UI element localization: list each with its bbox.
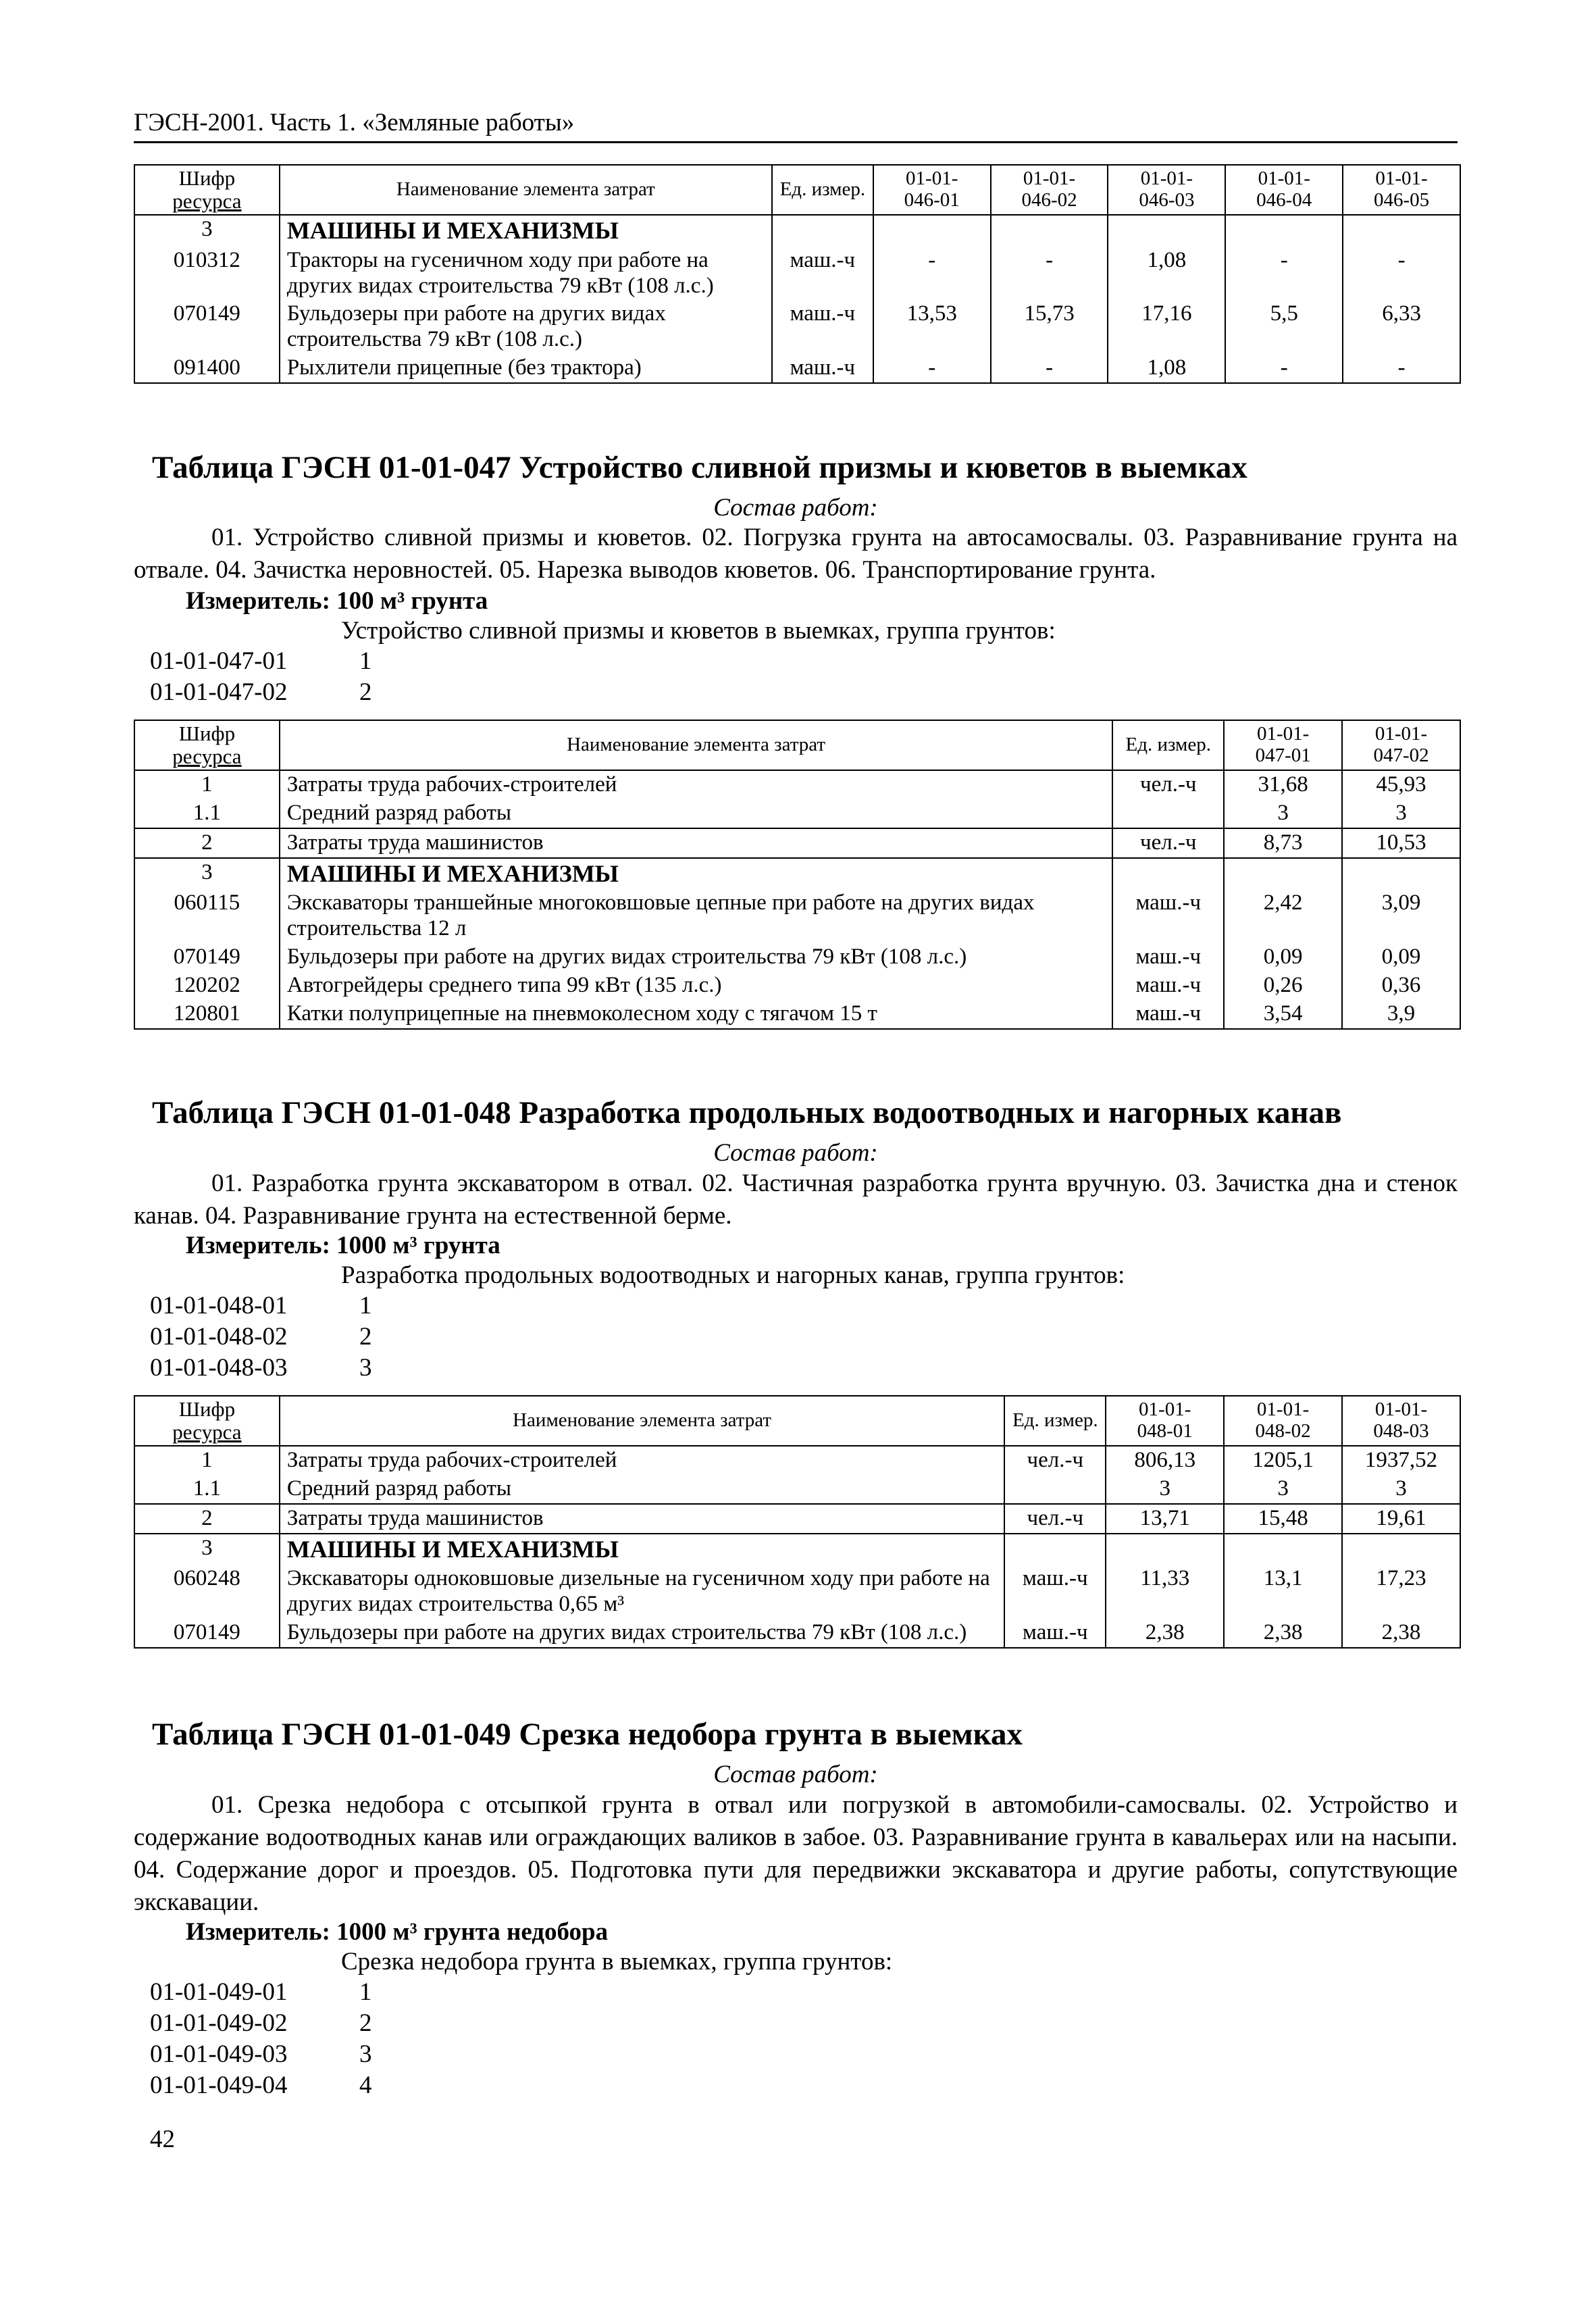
- header-element-name: Наименование элемента затрат: [280, 1396, 1005, 1446]
- code-list-item: [150, 2039, 372, 2070]
- resource-code: 1: [134, 1446, 280, 1475]
- element-name: Средний разряд работы: [280, 799, 1112, 828]
- header-norm-code: 01-01- 048-03: [1342, 1396, 1460, 1446]
- group-intro: Разработка продольных водоотводных и нагорных канав, группа грунтов:: [341, 1261, 1125, 1289]
- header-norm-code: 01-01- 046-01: [873, 165, 991, 215]
- table-row: [134, 828, 1460, 858]
- soil-group: 3: [359, 2040, 372, 2068]
- measure-unit: Измеритель: 1000 м³ грунта: [186, 1232, 500, 1259]
- norm-value: 13,71: [1106, 1504, 1224, 1534]
- norm-value: 3: [1106, 1475, 1224, 1504]
- table-header-row: [134, 1396, 1460, 1446]
- norm-value: 8,73: [1224, 828, 1342, 858]
- norm-value: -: [873, 247, 991, 301]
- soil-group: 4: [359, 2071, 372, 2099]
- norm-value: 13,1: [1224, 1565, 1342, 1619]
- header-unit: Ед. измер.: [1004, 1396, 1106, 1446]
- header-text: ресурса: [172, 189, 242, 213]
- header-text: ресурса: [172, 745, 242, 769]
- table-row: [134, 1446, 1460, 1475]
- resource-code: 070149: [134, 1619, 280, 1648]
- element-name: Бульдозеры при работе на других видах строительства 79 кВт (108 л.с.): [280, 1619, 1005, 1648]
- unit: чел.-ч: [1112, 770, 1224, 799]
- work-composition-text: 01. Срезка недобора с отсыпкой грунта в отвал или погрузкой в автомобили-самосвалы. 02. Устройство и содержание водоотводных канав или ограждающих валиков в забое. 03. Разравнивание грунта в кавальерах или на насыпи. 04. Содержание дорог и проездов. 05. Подготовка пути для передвижки экскаватора и другие работы, сопутствующие экскавации.: [134, 1791, 1458, 1916]
- table-header-row: [134, 165, 1460, 215]
- norm-value: [1225, 215, 1343, 246]
- table-row: [134, 972, 1460, 1000]
- table-row: [134, 354, 1460, 383]
- norm-value: 2,42: [1224, 889, 1342, 943]
- norm-value: [1106, 1534, 1224, 1565]
- header-norm-code: 01-01- 046-04: [1225, 165, 1343, 215]
- resource-table-046: [134, 164, 1461, 384]
- norm-code: 01-01-048-02: [150, 1323, 288, 1351]
- unit: маш.-ч: [1112, 889, 1224, 943]
- resource-code: 3: [134, 858, 280, 889]
- table-row: [134, 858, 1460, 889]
- header-norm-code: 01-01- 048-01: [1106, 1396, 1224, 1446]
- element-name: Рыхлители прицепные (без трактора): [280, 354, 772, 383]
- element-name: Автогрейдеры среднего типа 99 кВт (135 л.с.): [280, 972, 1112, 1000]
- norm-value: 0,26: [1224, 972, 1342, 1000]
- norm-value: 45,93: [1342, 770, 1460, 799]
- work-composition-label: Состав работ:: [713, 494, 878, 522]
- table-row: [134, 1504, 1460, 1534]
- norm-value: 6,33: [1343, 300, 1460, 354]
- norm-value: 2,38: [1106, 1619, 1224, 1648]
- element-name: Затраты труда рабочих-строителей: [280, 770, 1112, 799]
- header-resource-code: Шифр ресурса: [134, 1396, 280, 1446]
- element-name: Бульдозеры при работе на других видах строительства 79 кВт (108 л.с.): [280, 943, 1112, 972]
- unit: маш.-ч: [1112, 943, 1224, 972]
- page-number: 42: [150, 2126, 175, 2153]
- table-row: [134, 215, 1460, 246]
- unit: [1112, 858, 1224, 889]
- norm-value: 1,08: [1108, 247, 1225, 301]
- norm-code: 01-01-049-01: [150, 1978, 288, 2006]
- norm-value: [873, 215, 991, 246]
- norm-value: 15,73: [991, 300, 1108, 354]
- table-header-row: [134, 720, 1460, 770]
- header-norm-code: 01-01- 046-05: [1343, 165, 1460, 215]
- code-list-item: [150, 646, 372, 677]
- norm-value: 1,08: [1108, 354, 1225, 383]
- element-name: Средний разряд работы: [280, 1475, 1005, 1504]
- code-list-item: [150, 2008, 372, 2039]
- resource-code: 1.1: [134, 799, 280, 828]
- norm-value: [1342, 858, 1460, 889]
- resource-code: 2: [134, 1504, 280, 1534]
- norm-value: 10,53: [1342, 828, 1460, 858]
- resource-code: 120202: [134, 972, 280, 1000]
- table-row: [134, 889, 1460, 943]
- norm-value: [991, 215, 1108, 246]
- element-name: МАШИНЫ И МЕХАНИЗМЫ: [280, 215, 772, 246]
- unit: маш.-ч: [1004, 1619, 1106, 1648]
- running-header: ГЭСН-2001. Часть 1. «Земляные работы»: [134, 108, 1458, 143]
- norm-value: -: [1343, 354, 1460, 383]
- norm-value: [1342, 1534, 1460, 1565]
- norm-code: 01-01-049-02: [150, 2009, 288, 2037]
- norm-value: 0,36: [1342, 972, 1460, 1000]
- norm-value: 2,38: [1342, 1619, 1460, 1648]
- work-composition-text: 01. Разработка грунта экскаватором в отвал. 02. Частичная разработка грунта вручную. 03. Зачистка дна и стенок канав. 04. Разравнивание грунта на естественной берме.: [134, 1169, 1458, 1230]
- norm-value: 3,09: [1342, 889, 1460, 943]
- resource-code: 120801: [134, 1000, 280, 1029]
- norm-value: 13,53: [873, 300, 991, 354]
- table-row: [134, 1534, 1460, 1565]
- norm-code: 01-01-048-03: [150, 1354, 288, 1382]
- soil-group: 2: [359, 1323, 372, 1351]
- unit: маш.-ч: [1004, 1565, 1106, 1619]
- table-row: [134, 799, 1460, 828]
- code-list-item: [150, 677, 372, 708]
- norm-value: 3: [1224, 1475, 1342, 1504]
- unit: [1004, 1475, 1106, 1504]
- soil-group: 3: [359, 1354, 372, 1382]
- table-row: [134, 247, 1460, 301]
- element-name: Экскаваторы одноковшовые дизельные на гусеничном ходу при работе на других видах строительства 0,65 м³: [280, 1565, 1005, 1619]
- header-text: ресурса: [172, 1420, 242, 1444]
- norm-value: 31,68: [1224, 770, 1342, 799]
- norm-value: 2,38: [1224, 1619, 1342, 1648]
- norm-value: -: [1225, 354, 1343, 383]
- table-row: [134, 300, 1460, 354]
- soil-group: 2: [359, 2009, 372, 2037]
- norm-value: -: [873, 354, 991, 383]
- code-list-item: [150, 1977, 372, 2008]
- norm-code: 01-01-049-04: [150, 2071, 288, 2099]
- norm-value: -: [1343, 247, 1460, 301]
- norm-value: [1224, 1534, 1342, 1565]
- norm-value: 1937,52: [1342, 1446, 1460, 1475]
- element-name: Бульдозеры при работе на других видах строительства 79 кВт (108 л.с.): [280, 300, 772, 354]
- norm-value: 11,33: [1106, 1565, 1224, 1619]
- header-unit: Ед. измер.: [1112, 720, 1224, 770]
- table-row: [134, 770, 1460, 799]
- resource-code: 070149: [134, 300, 280, 354]
- resource-code: 060248: [134, 1565, 280, 1619]
- element-name: Затраты труда машинистов: [280, 828, 1112, 858]
- table-row: [134, 1000, 1460, 1029]
- norm-value: [1343, 215, 1460, 246]
- soil-group: 1: [359, 1978, 372, 2006]
- unit: маш.-ч: [772, 300, 873, 354]
- code-list: [150, 646, 372, 708]
- element-name: Экскаваторы траншейные многоковшовые цепные при работе на других видах строительства 12 л: [280, 889, 1112, 943]
- element-name: Затраты труда рабочих-строителей: [280, 1446, 1005, 1475]
- table-row: [134, 1619, 1460, 1648]
- resource-code: 1.1: [134, 1475, 280, 1504]
- norm-value: 17,23: [1342, 1565, 1460, 1619]
- header-norm-code: 01-01- 046-03: [1108, 165, 1225, 215]
- work-composition-text: 01. Устройство сливной призмы и кюветов. 02. Погрузка грунта на автосамосвалы. 03. Разравнивание грунта на отвале. 04. Зачистка неровностей. 05. Нарезка выводов кюветов. 06. Транспортирование грунта.: [134, 524, 1458, 584]
- code-list-item: [150, 1353, 372, 1384]
- resource-code: 2: [134, 828, 280, 858]
- unit: маш.-ч: [1112, 1000, 1224, 1029]
- work-composition-label: Состав работ:: [713, 1139, 878, 1167]
- unit: маш.-ч: [772, 354, 873, 383]
- resource-code: 060115: [134, 889, 280, 943]
- section-title: Таблица ГЭСН 01-01-047 Устройство сливной призмы и кюветов в выемках: [152, 450, 1247, 485]
- table-row: [134, 1475, 1460, 1504]
- soil-group: 1: [359, 1292, 372, 1319]
- norm-value: 3,54: [1224, 1000, 1342, 1029]
- code-list: [150, 1290, 372, 1384]
- unit: маш.-ч: [1112, 972, 1224, 1000]
- section-title: Таблица ГЭСН 01-01-049 Срезка недобора грунта в выемках: [152, 1717, 1023, 1752]
- header-norm-code: 01-01- 046-02: [991, 165, 1108, 215]
- header-unit: Ед. измер.: [772, 165, 873, 215]
- resource-table-048: [134, 1395, 1461, 1649]
- norm-value: 0,09: [1342, 943, 1460, 972]
- norm-code: 01-01-047-01: [150, 647, 288, 675]
- group-intro: Срезка недобора грунта в выемках, группа грунтов:: [341, 1948, 893, 1976]
- norm-code: 01-01-049-03: [150, 2040, 288, 2068]
- unit: [772, 215, 873, 246]
- element-name: МАШИНЫ И МЕХАНИЗМЫ: [280, 1534, 1005, 1565]
- unit: чел.-ч: [1112, 828, 1224, 858]
- measure-unit: Измеритель: 1000 м³ грунта недобора: [186, 1918, 609, 1946]
- resource-code: 3: [134, 1534, 280, 1565]
- norm-value: 3,9: [1342, 1000, 1460, 1029]
- unit: маш.-ч: [772, 247, 873, 301]
- section-title: Таблица ГЭСН 01-01-048 Разработка продольных водоотводных и нагорных канав: [152, 1095, 1342, 1130]
- norm-value: 17,16: [1108, 300, 1225, 354]
- resource-code: 091400: [134, 354, 280, 383]
- norm-value: [1224, 858, 1342, 889]
- norm-value: 3: [1342, 799, 1460, 828]
- table-row: [134, 1565, 1460, 1619]
- group-intro: Устройство сливной призмы и кюветов в выемках, группа грунтов:: [341, 617, 1056, 645]
- code-list-item: [150, 1290, 372, 1322]
- unit: [1004, 1534, 1106, 1565]
- header-element-name: Наименование элемента затрат: [280, 720, 1112, 770]
- resource-code: 010312: [134, 247, 280, 301]
- norm-value: 806,13: [1106, 1446, 1224, 1475]
- header-element-name: Наименование элемента затрат: [280, 165, 772, 215]
- resource-code: 070149: [134, 943, 280, 972]
- header-norm-code: 01-01- 047-01: [1224, 720, 1342, 770]
- norm-value: 3: [1342, 1475, 1460, 1504]
- header-resource-code: Шифр ресурса: [134, 720, 280, 770]
- code-list: [150, 1977, 372, 2101]
- norm-value: 0,09: [1224, 943, 1342, 972]
- element-name: Катки полуприцепные на пневмоколесном ходу с тягачом 15 т: [280, 1000, 1112, 1029]
- norm-code: 01-01-048-01: [150, 1292, 288, 1319]
- header-norm-code: 01-01- 048-02: [1224, 1396, 1342, 1446]
- header-resource-code: Шифр ресурса: [134, 165, 280, 215]
- resource-code: 1: [134, 770, 280, 799]
- resource-table-047: [134, 720, 1461, 1030]
- unit: чел.-ч: [1004, 1446, 1106, 1475]
- resource-code: 3: [134, 215, 280, 246]
- element-name: МАШИНЫ И МЕХАНИЗМЫ: [280, 858, 1112, 889]
- norm-code: 01-01-047-02: [150, 678, 288, 706]
- soil-group: 1: [359, 647, 372, 675]
- norm-value: 3: [1224, 799, 1342, 828]
- norm-value: -: [991, 247, 1108, 301]
- work-composition-label: Состав работ:: [713, 1761, 878, 1788]
- table-row: [134, 943, 1460, 972]
- norm-value: 5,5: [1225, 300, 1343, 354]
- unit: [1112, 799, 1224, 828]
- code-list-item: [150, 1322, 372, 1353]
- measure-unit: Измеритель: 100 м³ грунта: [186, 587, 488, 615]
- norm-value: 1205,1: [1224, 1446, 1342, 1475]
- norm-value: [1108, 215, 1225, 246]
- norm-value: 15,48: [1224, 1504, 1342, 1534]
- element-name: Затраты труда машинистов: [280, 1504, 1005, 1534]
- norm-value: 19,61: [1342, 1504, 1460, 1534]
- element-name: Тракторы на гусеничном ходу при работе на других видах строительства 79 кВт (108 л.с.): [280, 247, 772, 301]
- norm-value: -: [1225, 247, 1343, 301]
- header-norm-code: 01-01- 047-02: [1342, 720, 1460, 770]
- code-list-item: [150, 2070, 372, 2101]
- norm-value: -: [991, 354, 1108, 383]
- unit: чел.-ч: [1004, 1504, 1106, 1534]
- soil-group: 2: [359, 678, 372, 706]
